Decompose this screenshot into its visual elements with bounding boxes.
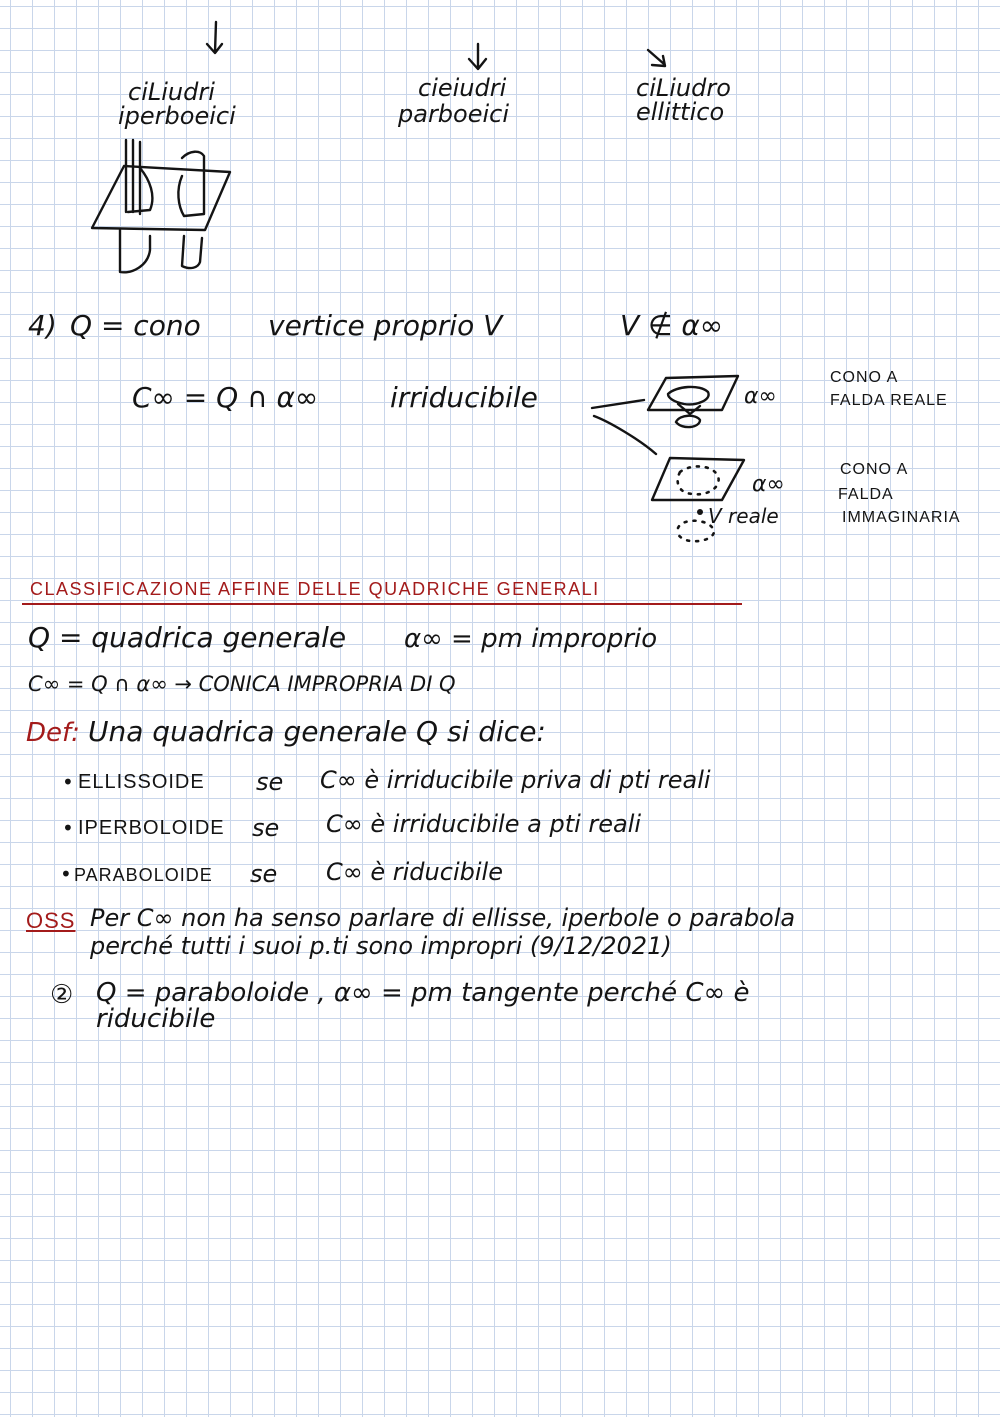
oss-label: OSS <box>26 908 76 933</box>
label-parabolic-2: parboeici <box>398 100 510 128</box>
paraboloide-label: PARABOLOIDE <box>74 865 213 885</box>
cono-falda-imm-3: IMMAGINARIA <box>842 509 961 526</box>
ellissoide-label: ELLISSOIDE <box>78 771 205 793</box>
label-parabolic-1: cieiudri <box>418 74 507 102</box>
section-number: 4) <box>28 309 57 342</box>
bullet: • <box>60 862 72 886</box>
q-cono: Q = cono <box>70 309 201 342</box>
cono-falda-imm-1: CONO A <box>840 461 909 478</box>
page-heading: CLASSIFICAZIONE AFFINE DELLE QUADRICHE GENERALI <box>30 579 600 599</box>
cono-falda-reale-2: FALDA REALE <box>830 392 948 409</box>
bullet: • <box>62 816 74 840</box>
label-hyperbolic-1: ciLiudri <box>128 78 215 106</box>
imaginary-cone-sketch <box>652 458 744 541</box>
real-cone-sketch <box>592 376 738 454</box>
cono-falda-reale-1: CONO A <box>830 369 899 386</box>
iperboloide-label: IPERBOLOIDE <box>78 817 225 839</box>
se-word: se <box>250 860 278 888</box>
item2-line-1: Q = paraboloide , α∞ = pm tangente perché C∞ è <box>96 978 750 1008</box>
label-elliptic-2: ellittico <box>636 98 725 126</box>
item-number: ② <box>50 980 74 1010</box>
arrow-icon <box>648 50 665 66</box>
conica-impropria: C∞ = Q ∩ α∞ → CONICA IMPROPRIA DI Q <box>28 672 456 696</box>
arrow-icon <box>207 22 222 53</box>
item2-line-2: riducibile <box>96 1004 216 1034</box>
hyperbolic-cylinders-sketch <box>92 140 230 272</box>
v-reale-label: V reale <box>708 504 779 528</box>
se-word: se <box>256 768 284 796</box>
irreducible-text: irriducibile <box>390 381 538 414</box>
q-generale: Q = quadrica generale <box>28 621 347 654</box>
bullet: • <box>62 770 74 794</box>
label-elliptic-1: ciLiudro <box>636 74 731 102</box>
se-word: se <box>252 814 280 842</box>
oss-line-1: Per C∞ non ha senso parlare di ellisse, iperbole o parabola <box>90 904 796 932</box>
alpha-label-real: α∞ <box>744 384 777 409</box>
iperboloide-condition: C∞ è irriducibile a pti reali <box>326 810 642 838</box>
def-label: Def: <box>26 718 80 748</box>
cono-falda-imm-2: FALDA <box>838 486 894 503</box>
def-text: Una quadrica generale Q si dice: <box>88 715 546 748</box>
arrow-icon <box>469 44 486 69</box>
alpha-label-imaginary: α∞ <box>752 472 785 497</box>
label-hyperbolic-2: iperboeici <box>118 102 236 130</box>
vertex-text: vertice proprio V <box>268 309 503 342</box>
ellissoide-condition: C∞ è irriducibile priva di pti reali <box>320 766 711 794</box>
c-infinity-def: C∞ = Q ∩ α∞ <box>132 381 319 414</box>
alpha-improprio: α∞ = pm improprio <box>404 624 658 654</box>
oss-line-2: perché tutti i suoi p.ti sono impropri (9/12/2021) <box>90 932 672 960</box>
paraboloide-condition: C∞ è riducibile <box>326 858 503 886</box>
v-not-in-alpha: V ∉ α∞ <box>620 309 724 342</box>
